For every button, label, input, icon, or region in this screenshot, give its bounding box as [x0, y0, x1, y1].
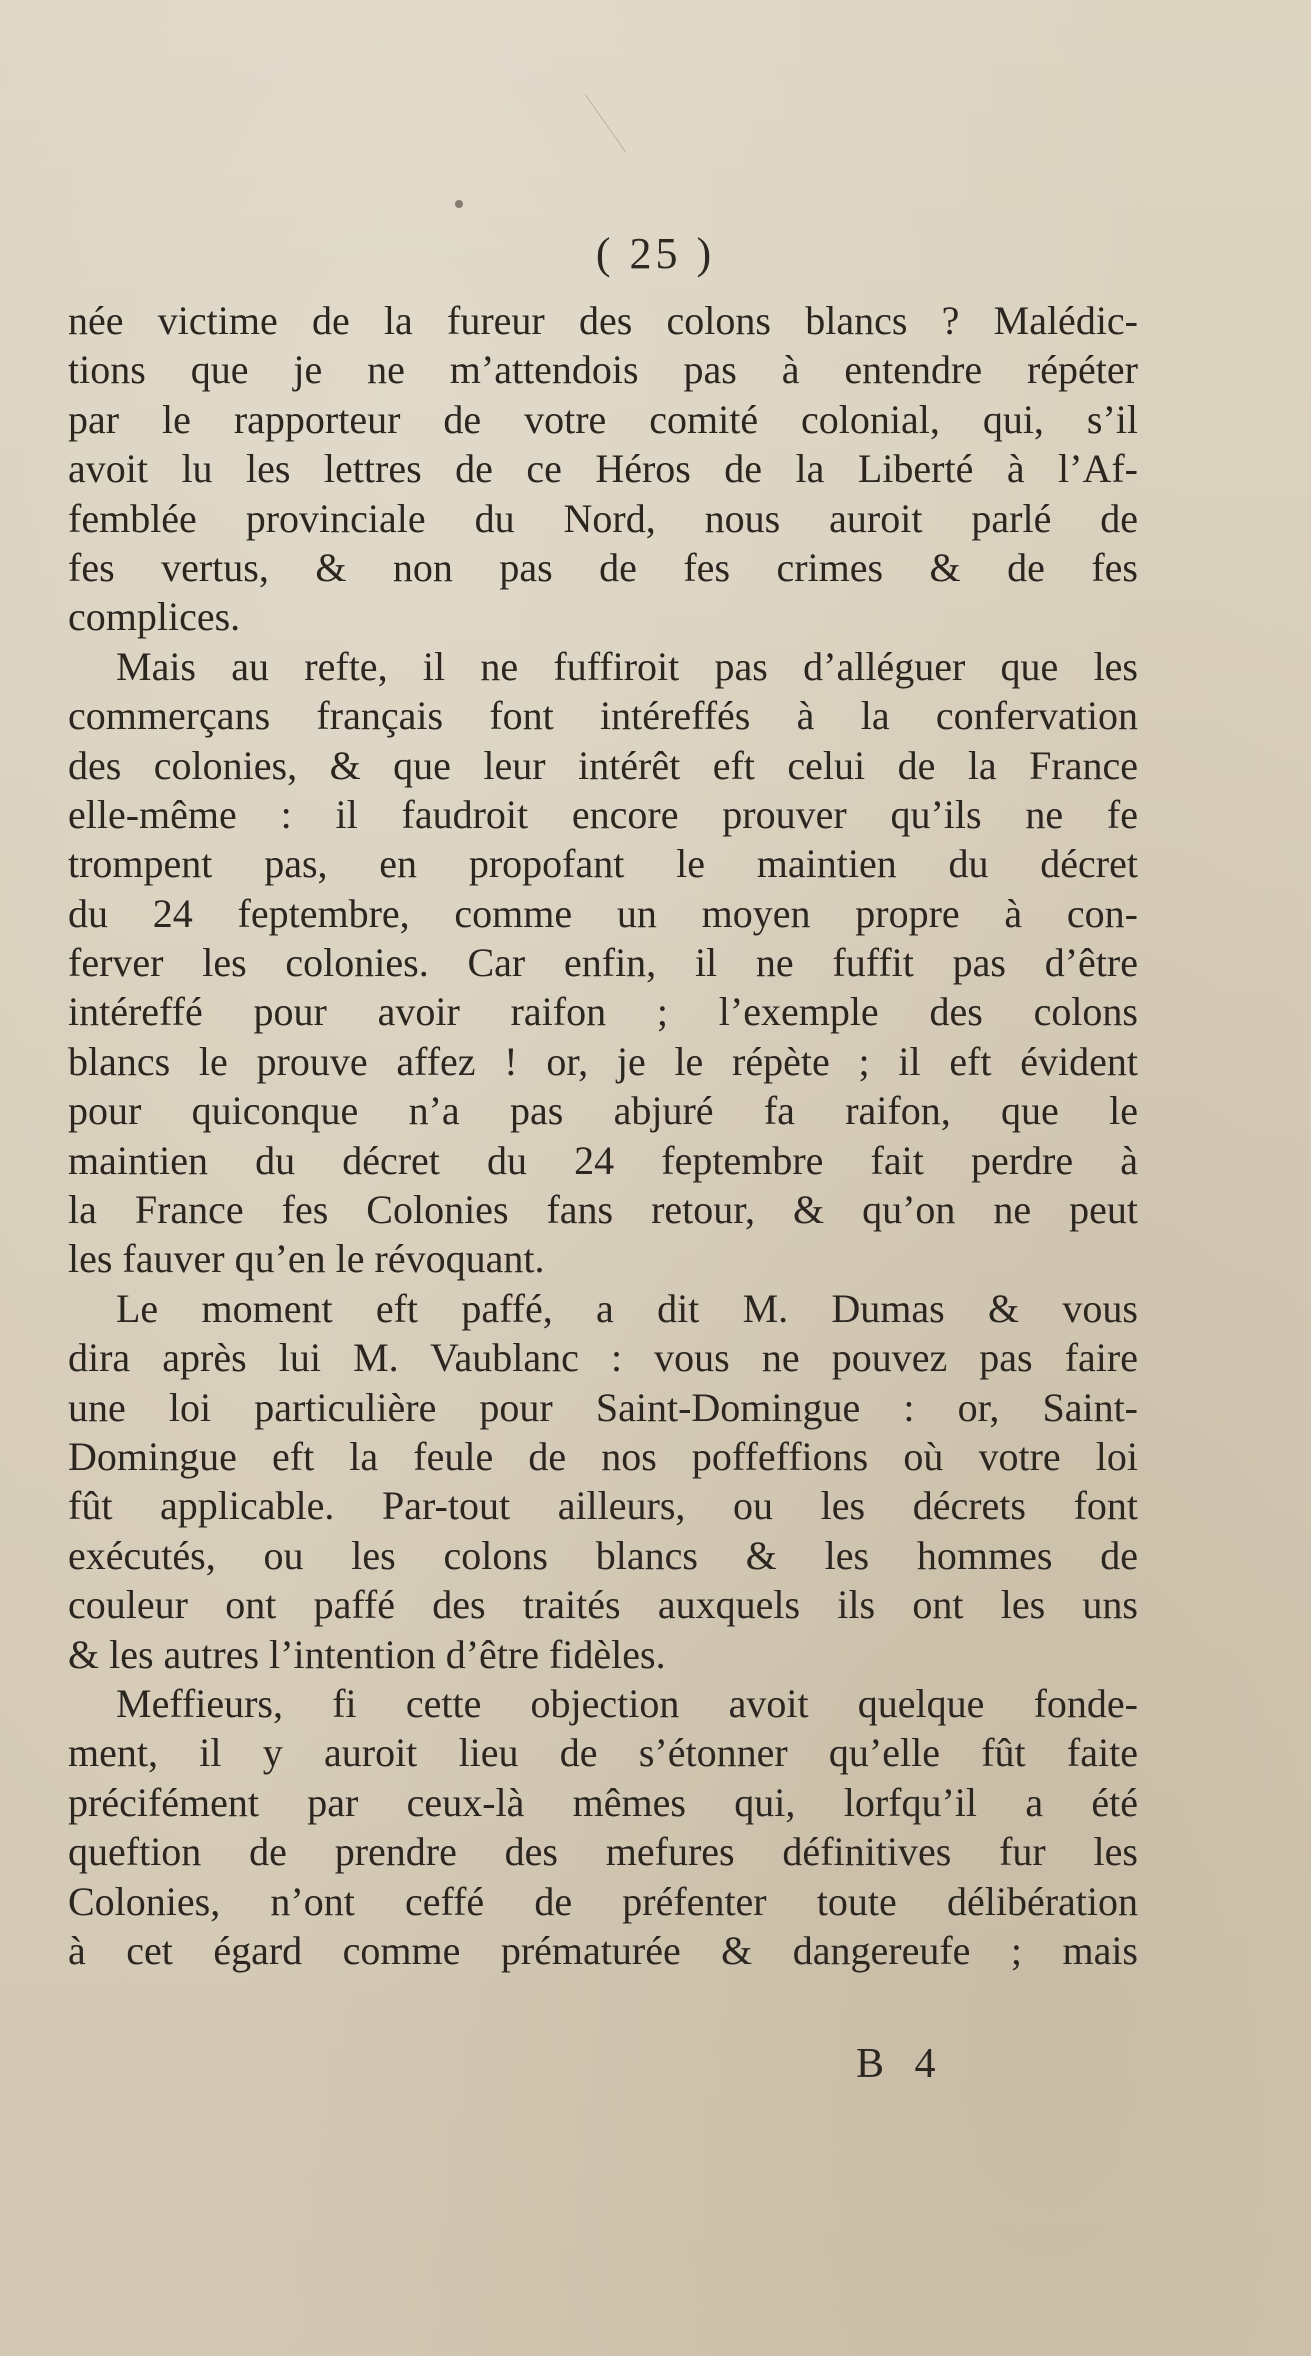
text-line: à cet égard comme prématurée & dangereufe ; mais	[68, 1927, 1138, 1973]
text-line: du 24 feptembre, comme un moyen propre à con-	[68, 890, 1138, 936]
page-number: ( 25 )	[595, 229, 716, 278]
text-line: les fauver qu’en le révoquant.	[68, 1236, 545, 1282]
signature-mark: B 4	[856, 2041, 946, 2087]
text-line: couleur ont paffé des traités auxquels ils ont les uns	[68, 1582, 1138, 1628]
text-line: précifément par ceux-là mêmes qui, lorfqu’il a été	[68, 1779, 1138, 1825]
text-line: la France fes Colonies fans retour, & qu’on ne peut	[68, 1187, 1138, 1233]
paper-fold-mark	[585, 54, 683, 152]
text-line: complices.	[68, 594, 241, 640]
text-line: fût applicable. Par-tout ailleurs, ou les décrets font	[68, 1483, 1138, 1529]
text-line: dira après lui M. Vaublanc : vous ne pouvez pas faire	[68, 1335, 1138, 1381]
text-line: commerçans français font intéreffés à la confervation	[68, 693, 1138, 739]
text-line: blancs le prouve affez ! or, je le répète ; il eft évident	[68, 1038, 1138, 1084]
text-line: par le rapporteur de votre comité colonial, qui, s’il	[68, 396, 1138, 442]
text-line: Colonies, n’ont ceffé de préfenter toute délibération	[68, 1878, 1138, 1924]
body-text	[68, 296, 1138, 1975]
text-line: fes vertus, & non pas de fes crimes & de fes	[68, 544, 1138, 590]
text-line: Meffieurs, fi cette objection avoit quelque fonde-	[116, 1680, 1138, 1726]
text-line: Mais au refte, il ne fuffiroit pas d’alléguer que les	[116, 643, 1138, 689]
text-line: Le moment eft paffé, a dit M. Dumas & vous	[116, 1285, 1138, 1331]
text-line: trompent pas, en propofant le maintien du décret	[68, 841, 1138, 887]
text-line: maintien du décret du 24 feptembre fait perdre à	[68, 1137, 1138, 1183]
text-line: elle-même : il faudroit encore prouver qu’ils ne fe	[68, 791, 1138, 837]
text-line: femblée provinciale du Nord, nous auroit parlé de	[68, 495, 1138, 541]
text-line: & les autres l’intention d’être fidèles.	[68, 1631, 666, 1677]
text-line: ferver les colonies. Car enfin, il ne fuffit pas d’être	[68, 940, 1138, 986]
text-line: exécutés, ou les colons blancs & les hommes de	[68, 1532, 1138, 1578]
text-line: tions que je ne m’attendois pas à entendre répéter	[68, 347, 1138, 393]
text-line: avoit lu les lettres de ce Héros de la Liberté à l’Af-	[68, 446, 1138, 492]
ink-spot	[455, 200, 463, 208]
text-line: une loi particulière pour Saint-Domingue : or, Saint-	[68, 1384, 1138, 1430]
text-line: des colonies, & que leur intérêt eft celui de la France	[68, 742, 1138, 788]
text-line: ment, il y auroit lieu de s’étonner qu’elle fût faite	[68, 1730, 1138, 1776]
text-line: née victime de la fureur des colons blancs ? Malédic-	[68, 298, 1138, 343]
text-line: Domingue eft la feule de nos poffeffions où votre loi	[68, 1433, 1138, 1479]
text-line: intéreffé pour avoir raifon ; l’exemple des colons	[68, 989, 1138, 1035]
text-line: queftion de prendre des mefures définitives fur les	[68, 1829, 1138, 1875]
text-line: pour quiconque n’a pas abjuré fa raifon, que le	[68, 1088, 1138, 1134]
